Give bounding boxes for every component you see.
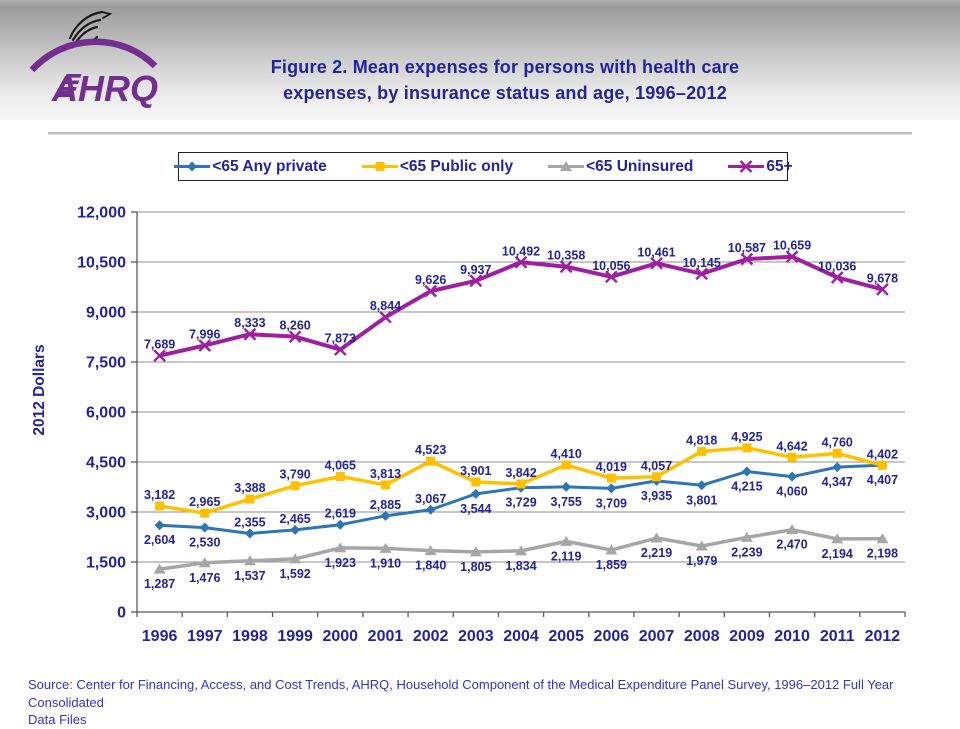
data-label: 1,859 — [595, 558, 627, 573]
data-label: 1,537 — [234, 568, 266, 583]
data-label: 2,530 — [189, 535, 221, 550]
svg-text:10,500: 10,500 — [77, 254, 126, 272]
data-label: 3,182 — [143, 487, 176, 502]
svg-text:2008: 2008 — [683, 628, 720, 645]
data-label: 3,790 — [279, 467, 311, 482]
data-label: 4,215 — [731, 479, 763, 494]
data-label: 3,544 — [460, 501, 492, 516]
data-label: 2,885 — [369, 497, 402, 512]
data-label: 1,910 — [369, 556, 402, 571]
data-label: 1,287 — [143, 577, 176, 592]
svg-text:2010: 2010 — [774, 628, 810, 645]
data-label: 2,619 — [324, 506, 356, 521]
data-label: 3,813 — [369, 466, 402, 481]
data-label: 2,470 — [776, 537, 808, 552]
data-label: 1,476 — [189, 570, 221, 585]
data-label: 4,407 — [866, 473, 899, 488]
data-label: 3,842 — [505, 465, 537, 480]
data-label: 10,056 — [592, 258, 631, 273]
data-label: 9,678 — [866, 271, 899, 286]
svg-text:2005: 2005 — [548, 628, 584, 645]
svg-text:7,500: 7,500 — [85, 354, 126, 372]
svg-text:2007: 2007 — [638, 628, 675, 645]
svg-text:1999: 1999 — [277, 628, 313, 645]
data-label: 8,333 — [234, 316, 266, 331]
data-label: 3,067 — [415, 491, 447, 506]
data-label: 2,239 — [731, 545, 763, 560]
data-label: 7,996 — [189, 327, 221, 342]
data-label: 2,198 — [866, 546, 899, 561]
data-label: 3,709 — [595, 496, 627, 511]
data-label: 3,388 — [234, 481, 266, 496]
data-label: 3,901 — [460, 463, 492, 478]
page-title-line1: Figure 2. Mean expenses for persons with health care — [270, 57, 740, 77]
data-label: 8,260 — [279, 318, 311, 333]
y-tick-labels — [77, 205, 126, 622]
data-label: 4,925 — [731, 429, 763, 444]
data-label: 2,119 — [550, 549, 582, 564]
data-label: 3,729 — [505, 495, 537, 510]
data-label: 1,979 — [686, 554, 718, 569]
svg-text:4,500: 4,500 — [85, 454, 126, 472]
y-axis-title: 2012 Dollars — [31, 344, 48, 436]
svg-text:2004: 2004 — [503, 628, 539, 645]
data-label: 3,755 — [550, 494, 582, 509]
source-line2: Data Files — [28, 712, 87, 728]
data-label: 4,057 — [640, 458, 673, 473]
svg-text:1997: 1997 — [186, 628, 223, 645]
data-label: 10,659 — [772, 238, 812, 253]
svg-text:2011: 2011 — [819, 628, 855, 645]
data-label: 2,194 — [821, 546, 853, 561]
source-text — [28, 676, 936, 729]
data-label: 4,818 — [686, 433, 718, 448]
x-tick-labels — [142, 628, 901, 645]
data-label: 9,937 — [460, 262, 492, 277]
svg-text:1,500: 1,500 — [85, 554, 126, 572]
source-line1: Source: Center for Financing, Access, and Cost Trends, AHRQ, Household Component of the Medical Expenditure Panel Survey, 1996–2012 Full Year Consolidated — [28, 677, 894, 710]
logo-text: AHRQ — [52, 68, 158, 109]
page-title-line2: expenses, by insurance status and age, 1996–2012 — [283, 83, 727, 104]
data-label: 3,801 — [686, 493, 718, 508]
data-label: 7,873 — [324, 331, 356, 346]
svg-text:2009: 2009 — [729, 628, 765, 645]
data-label: 4,410 — [550, 447, 582, 461]
series-65plus — [144, 239, 898, 362]
legend-label: <65 Public only — [399, 157, 514, 175]
data-label: 8,844 — [369, 299, 402, 314]
svg-text:2002: 2002 — [412, 628, 449, 645]
data-label: 4,065 — [324, 458, 356, 473]
data-label: 2,465 — [279, 511, 311, 526]
data-label: 10,587 — [727, 241, 766, 256]
svg-text:2000: 2000 — [322, 628, 359, 645]
data-label: 10,358 — [547, 248, 586, 263]
data-label: 2,604 — [143, 533, 176, 548]
svg-text:2003: 2003 — [458, 628, 494, 645]
data-label: 10,461 — [637, 245, 676, 260]
svg-text:1998: 1998 — [232, 628, 268, 645]
data-label: 10,492 — [501, 244, 541, 259]
data-label: 4,760 — [821, 435, 853, 450]
data-label: 1,592 — [279, 566, 311, 581]
svg-text:2012: 2012 — [864, 628, 901, 645]
legend-label: <65 Any private — [212, 157, 327, 175]
data-label: 4,019 — [595, 460, 627, 475]
data-label: 10,036 — [818, 259, 857, 274]
data-label: 4,347 — [821, 475, 853, 490]
svg-text:2006: 2006 — [593, 628, 630, 645]
svg-text:2001: 2001 — [367, 628, 404, 645]
data-label: 4,523 — [415, 443, 447, 458]
svg-text:9,000: 9,000 — [85, 304, 126, 322]
svg-text:3,000: 3,000 — [85, 504, 126, 522]
data-label: 10,145 — [682, 255, 721, 270]
data-label: 4,642 — [776, 439, 808, 454]
svg-text:12,000: 12,000 — [77, 204, 126, 222]
data-label: 1,834 — [505, 558, 537, 573]
data-label: 2,355 — [234, 515, 266, 530]
svg-text:6,000: 6,000 — [85, 404, 126, 422]
data-label: 3,935 — [640, 488, 673, 503]
legend-label: 65+ — [766, 157, 793, 175]
data-label: 2,219 — [640, 546, 673, 561]
data-label: 7,689 — [143, 337, 176, 352]
data-label: 9,626 — [415, 273, 447, 288]
legend-label: <65 Uninsured — [586, 157, 694, 175]
svg-text:1996: 1996 — [141, 628, 178, 645]
data-label: 1,923 — [324, 555, 356, 570]
data-label: 1,840 — [415, 558, 447, 573]
axes — [131, 212, 905, 617]
svg-text:0: 0 — [117, 604, 126, 622]
data-label: 4,060 — [776, 484, 808, 499]
data-label: 4,402 — [866, 447, 899, 462]
data-label: 1,805 — [460, 559, 492, 574]
data-label: 2,965 — [189, 495, 221, 510]
